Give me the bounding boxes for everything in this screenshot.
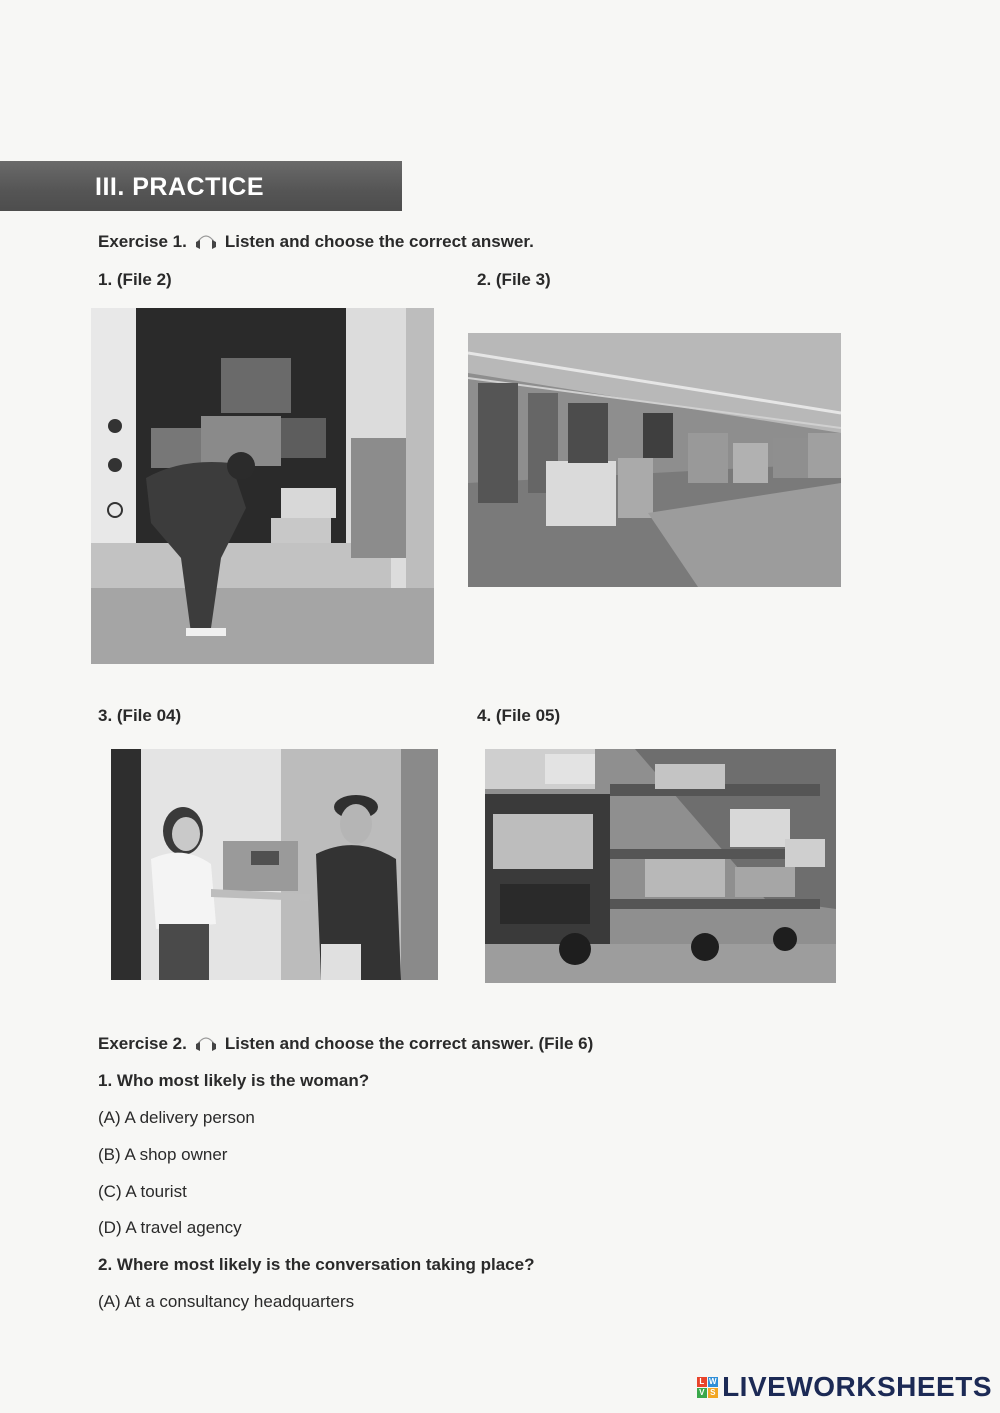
photo-car-carrier	[485, 749, 836, 983]
logo-cell: S	[708, 1388, 718, 1398]
q1-option-a[interactable]: (A) A delivery person	[98, 1108, 255, 1127]
headphones-icon	[193, 1033, 219, 1055]
q1-option-d[interactable]: (D) A travel agency	[98, 1218, 242, 1237]
liveworksheets-logo	[697, 1371, 992, 1403]
photo-warehouse	[468, 333, 841, 587]
q1-option-c[interactable]: (C) A tourist	[98, 1182, 187, 1201]
item-4-label: 4. (File 05)	[477, 706, 561, 725]
exercise1-header	[98, 231, 534, 253]
photo-truck-loading	[91, 308, 434, 664]
logo-cell: V	[697, 1388, 707, 1398]
liveworksheets-logo-mark	[697, 1377, 718, 1398]
headphones-icon	[193, 231, 219, 253]
item-3-label: 3. (File 04)	[98, 706, 182, 725]
liveworksheets-logo-text: LIVEWORKSHEETS	[722, 1371, 992, 1402]
exercise1-instruction: Listen and choose the correct answer.	[224, 232, 534, 251]
logo-cell: L	[697, 1377, 707, 1387]
q1-option-b[interactable]: (B) A shop owner	[98, 1145, 228, 1164]
question-2: 2. Where most likely is the conversation taking place?	[98, 1255, 535, 1274]
section-title: III. PRACTICE	[0, 161, 402, 211]
exercise2-header	[98, 1033, 593, 1055]
logo-cell: W	[709, 1376, 718, 1386]
exercise2-instruction: Listen and choose the correct answer. (File 6)	[224, 1034, 594, 1053]
exercise2-number: Exercise 2.	[98, 1034, 187, 1053]
item-2-label: 2. (File 3)	[477, 270, 551, 289]
exercise1-number: Exercise 1.	[98, 232, 187, 251]
question-1: 1. Who most likely is the woman?	[98, 1071, 370, 1090]
q2-option-a[interactable]: (A) At a consultancy headquarters	[98, 1292, 355, 1311]
photo-package-delivery	[111, 749, 438, 980]
item-1-label: 1. (File 2)	[98, 270, 172, 289]
